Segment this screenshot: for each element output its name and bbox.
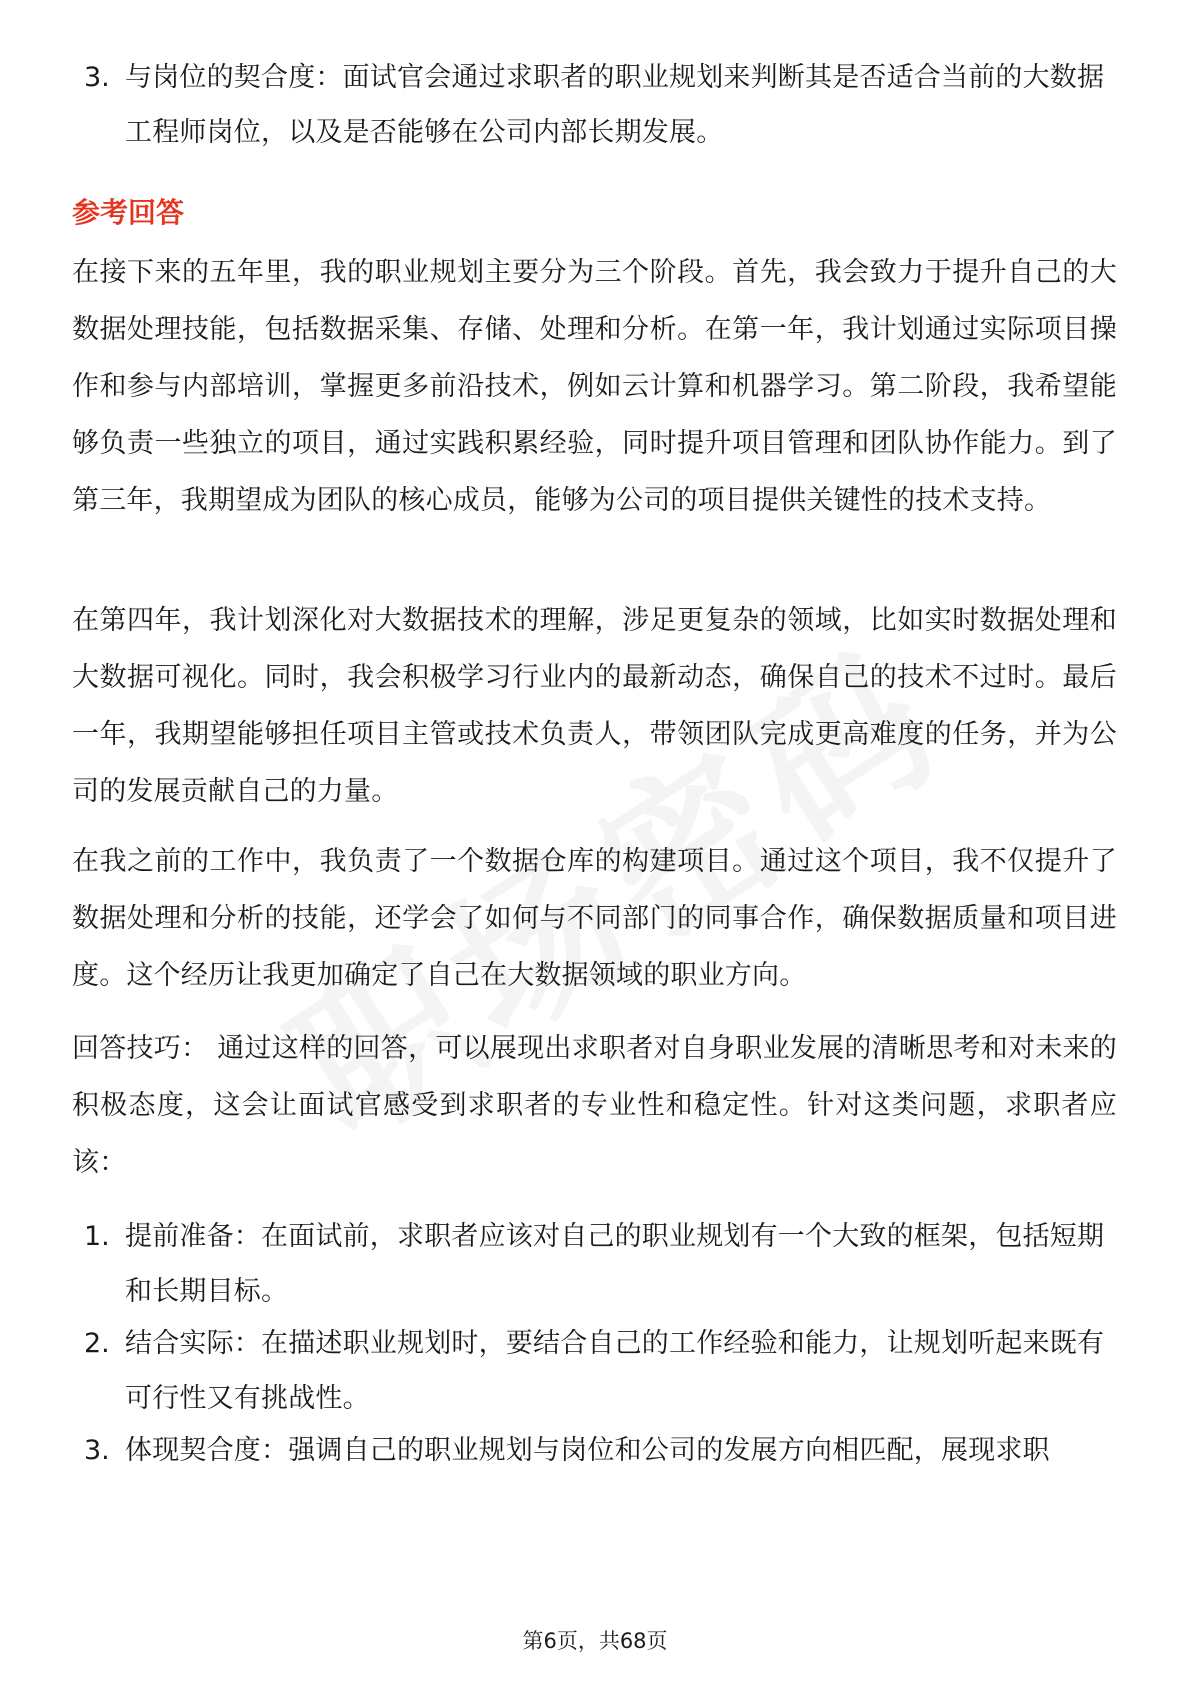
list-item-text: 提前准备：在面试前，求职者应该对自己的职业规划有一个大致的框架，包括短期和长期目标。 [125, 1221, 1105, 1307]
answer-paragraph-2: 在第四年，我计划深化对大数据技术的理解，涉足更复杂的领域，比如实时数据处理和大数据可视化。同时，我会积极学习行业内的最新动态，确保自己的技术不过时。最后一年，我期望能够担任项目主管或技术负责人，带领团队完成更高难度的任务，并为公司的发展贡献自己的力量。 [72, 605, 1117, 807]
answer-paragraph-1: 在接下来的五年里，我的职业规划主要分为三个阶段。首先，我会致力于提升自己的大数据处理技能，包括数据采集、存储、处理和分析。在第一年，我计划通过实际项目操作和参与内部培训，掌握更多前沿技术，例如云计算和机器学习。第二阶段，我希望能够负责一些独立的项目，通过实践积累经验，同时提升项目管理和团队协作能力。到了第三年，我期望成为团队的核心成员，能够为公司的项目提供关键性的技术支持。 [72, 257, 1117, 516]
list-item-number: 3. [84, 1435, 110, 1466]
page-footer: 第6页，共68页 [522, 1629, 668, 1653]
tips-paragraph: 回答技巧： 通过这样的回答，可以展现出求职者对自身职业发展的清晰思考和对未来的积极态度，这会让面试官感受到求职者的专业性和稳定性。针对这类问题，求职者应该： [72, 1033, 1117, 1178]
list-item-text: 与岗位的契合度：面试官会通过求职者的职业规划来判断其是否适合当前的大数据工程师岗位，以及是否能够在公司内部长期发展。 [125, 62, 1105, 148]
list-item-number: 3. [84, 62, 110, 93]
section-heading: 参考回答 [72, 196, 185, 229]
list-item-number: 2. [84, 1328, 110, 1359]
list-item-text: 结合实际：在描述职业规划时，要结合自己的工作经验和能力，让规划听起来既有可行性又有挑战性。 [125, 1328, 1105, 1414]
list-item-number: 1. [84, 1221, 110, 1252]
list-item-text: 体现契合度：强调自己的职业规划与岗位和公司的发展方向相匹配，展现求职 [125, 1435, 1050, 1466]
answer-paragraph-3: 在我之前的工作中，我负责了一个数据仓库的构建项目。通过这个项目，我不仅提升了数据处理和分析的技能，还学会了如何与不同部门的同事合作，确保数据质量和项目进度。这个经历让我更加确定了自己在大数据领域的职业方向。 [72, 846, 1117, 991]
